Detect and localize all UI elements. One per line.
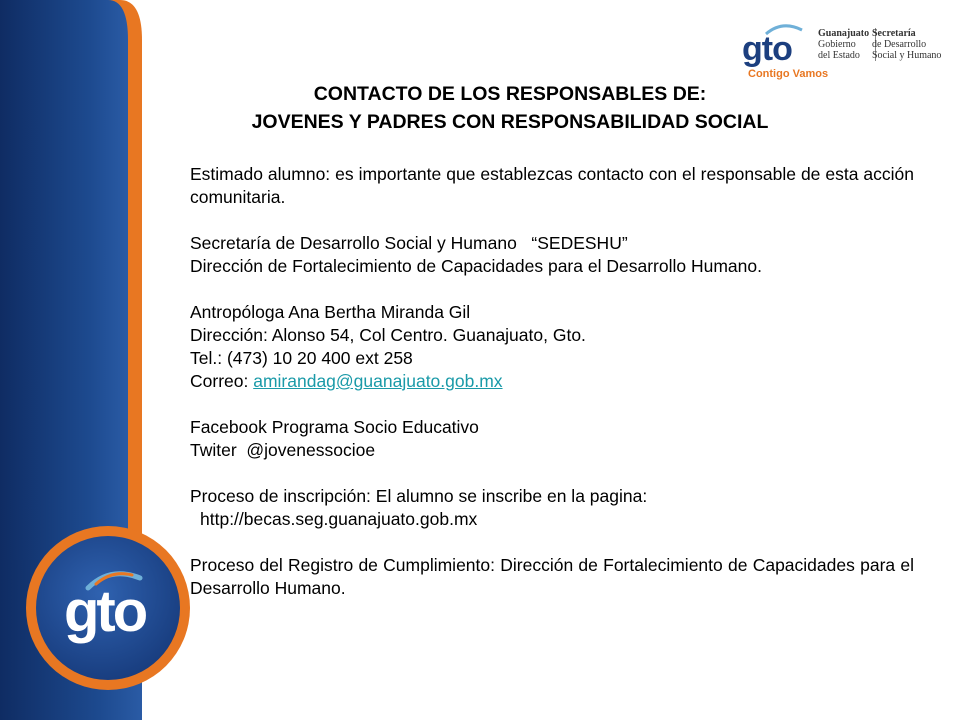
dept-name: Secretaría de Desarrollo Social y Humano [872, 28, 942, 61]
facebook-text: Facebook Programa Socio Educativo [190, 417, 479, 437]
social-block [190, 416, 914, 462]
contact-email-row [190, 370, 914, 393]
content-body [190, 163, 914, 623]
inscription-text: Proceso de inscripción: El alumno se inscribe en la pagina: [190, 486, 648, 506]
page-title [180, 80, 840, 136]
contact-phone: Tel.: (473) 10 20 400 ext 258 [190, 348, 413, 368]
org-name: Secretaría de Desarrollo Social y Humano “SEDESHU” [190, 233, 628, 253]
inscription-url: http://becas.seg.guanajuato.gob.mx [200, 509, 478, 529]
contact-name: Antropóloga Ana Bertha Miranda Gil [190, 302, 471, 322]
sidebar-gto-logo: gto [64, 579, 146, 644]
inscription-block [190, 485, 914, 531]
gto-header-logo [742, 22, 942, 88]
intro-paragraph: Estimado alumno: es importante que establezcas contacto con el responsable de esta acción comunitaria. [190, 164, 914, 207]
registry-paragraph: Proceso del Registro de Cumplimiento: Dirección de Fortalecimiento de Capacidades para el Desarrollo Humano. [190, 555, 914, 598]
email-label: Correo: [190, 371, 254, 391]
org-direction: Dirección de Fortalecimiento de Capacidades para el Desarrollo Humano. [190, 256, 762, 276]
gto-logo-mark: gto [742, 30, 792, 68]
title-line-2: JOVENES Y PADRES CON RESPONSABILIDAD SOCIAL [251, 111, 769, 133]
contact-block [190, 301, 914, 393]
twitter-text: Twiter @jovenessocioe [190, 440, 376, 460]
tagline: Contigo Vamos [748, 68, 829, 80]
organization-block [190, 232, 914, 278]
title-line-1: CONTACTO DE LOS RESPONSABLES DE: [313, 83, 707, 105]
logo-swoosh-icon [764, 22, 804, 36]
contact-address: Dirección: Alonso 54, Col Centro. Guanajuato, Gto. [190, 325, 586, 345]
email-link[interactable]: amirandag@guanajuato.gob.mx [253, 371, 503, 391]
gov-name: Guanajuato Gobierno del Estado [818, 28, 876, 61]
